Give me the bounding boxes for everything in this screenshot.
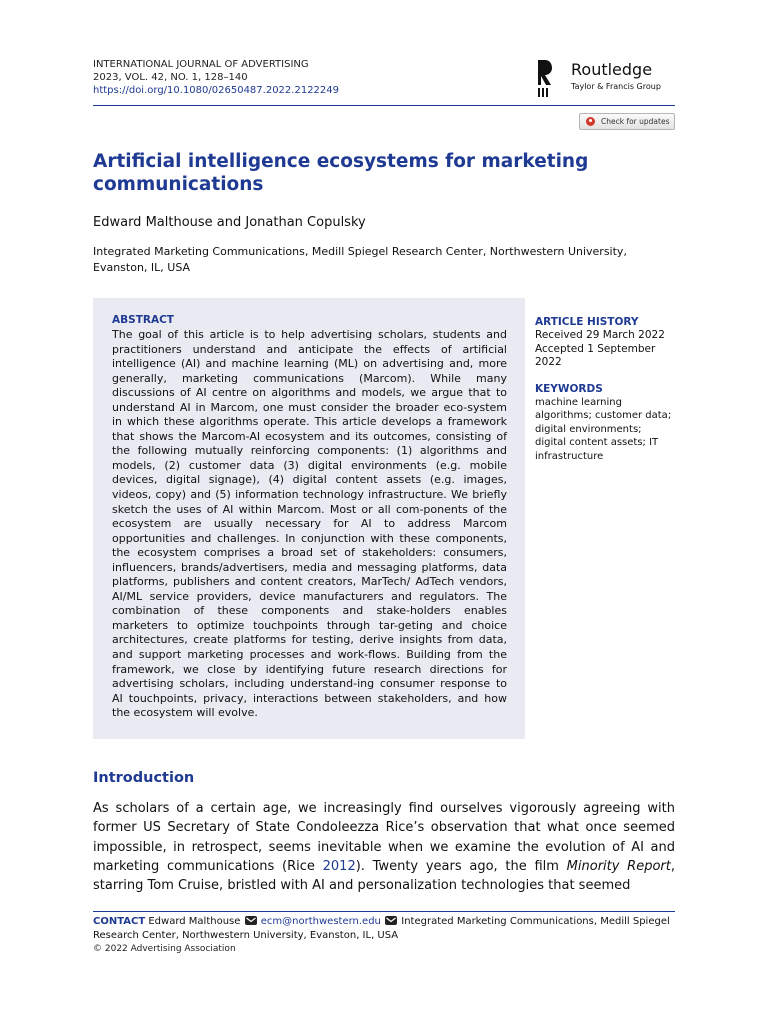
doi-link[interactable]: https://doi.org/10.1080/02650487.2022.2122249 (93, 85, 340, 96)
intro-text-part2: ). Twenty years ago, the film (355, 858, 567, 874)
accepted-date: Accepted 1 September 2022 (535, 342, 656, 368)
abstract-box (93, 298, 525, 739)
intro-text-part1: As scholars of a certain age, we increasingly find ourselves vigorously agreeing with former US Secretary of State Condoleezza Rice’s observation that what once seemed impossible, in retrospect, seems inevitable when we examine the evolution of AI and marketing communications (Rice (93, 801, 675, 874)
contact-name: Edward Malthouse (148, 916, 241, 927)
article-affiliation: Integrated Marketing Communications, Medill Spiegel Research Center, Northwestern University, Evanston, IL, USA (93, 245, 627, 274)
journal-name: INTERNATIONAL JOURNAL OF ADVERTISING (93, 59, 309, 70)
publisher-logo (535, 58, 675, 100)
journal-volume: 2023, VOL. 42, NO. 1, 128–140 (93, 72, 248, 83)
article-history-heading: ARTICLE HISTORY (535, 316, 639, 328)
contact-email[interactable]: ecm@northwestern.edu (260, 916, 381, 927)
address-envelope-icon (385, 916, 397, 925)
copyright-notice: © 2022 Advertising Association (93, 944, 236, 954)
keywords-list: machine learning algorithms; customer data; digital environments; digital content assets; IT infrastructure (535, 396, 672, 462)
introduction-paragraph (93, 799, 675, 895)
film-title: Minority Report (566, 858, 671, 874)
footnote-rule (93, 911, 675, 912)
abstract-heading: ABSTRACT (112, 314, 174, 326)
article-authors: Edward Malthouse and Jonathan Copulsky (93, 215, 366, 230)
envelope-icon (245, 916, 257, 925)
abstract-text: The goal of this article is to help advertising scholars, students and practitioners understand and anticipate the effects of artificial intelligence (AI) and machine learning (ML) on advertising and, more generally, marketing communications (Marcom). While many discussions of AI centre on algorithms and models, we argue that to understand AI in Marcom, one must consider the broader eco-system in which these algorithms operate. This article develops a framework that shows the Marcom-AI ecosystem and its outcomes, consisting of the following mutually reinforcing components: (1) algorithms and models, (2) customer data (3) digital environments (e.g. mobile devices, digital signage), (4) digital content assets (e.g. images, videos, copy) and (5) information technology infrastructure. We briefly sketch the uses of AI within Marcom. Most or all com-ponents of the ecosystem are usually necessary for AI to address Marcom opportunities and challenges. In conjunction with these components, the ecosystem comprises a broad set of stakeholders: consumers, influencers, brands/advertisers, media and messaging platforms, data platforms, publishers and content creators, MarTech/ AdTech vendors, AI/ML service providers, device manufacturers and regulators. The combination of these components and stake-holders enables marketers to optimize touchpoints through tar-geting and choice architectures, create platforms for testing, derive insights from data, and support marketing processes and work-flows. Building from the framework, we close by identifying future research directions for advertising scholars, including understand-ing consumer response to AI touchpoints, privacy, interactions between stakeholders, and how the ecosystem will evolve. (112, 328, 507, 720)
article-sidebar (535, 315, 675, 463)
check-updates-label: Check for updates (601, 117, 670, 126)
publisher-group: Taylor & Francis Group (571, 82, 661, 91)
routledge-logo-icon (535, 58, 555, 98)
article-title: Artificial intelligence ecosystems for marketing communications (93, 151, 589, 195)
contact-label: CONTACT (93, 916, 146, 927)
keywords-heading: KEYWORDS (535, 382, 603, 395)
check-updates-button[interactable] (579, 113, 675, 130)
intro-text-part3: , starring Tom Cruise, bristled with AI and personalization technologies that seemed (93, 858, 675, 894)
citation-link[interactable]: 2012 (322, 858, 356, 874)
journal-header (93, 58, 339, 97)
contact-info (93, 915, 675, 942)
introduction-heading: Introduction (93, 770, 195, 786)
header-rule (93, 105, 675, 106)
check-updates-icon (586, 117, 595, 126)
article-first-page (93, 0, 675, 1024)
publisher-name: Routledge (571, 60, 653, 79)
received-date: Received 29 March 2022 (535, 329, 665, 341)
contact-address: Integrated Marketing Communications, Medill Spiegel Research Center, Northwestern University, Evanston, IL, USA (93, 916, 670, 941)
